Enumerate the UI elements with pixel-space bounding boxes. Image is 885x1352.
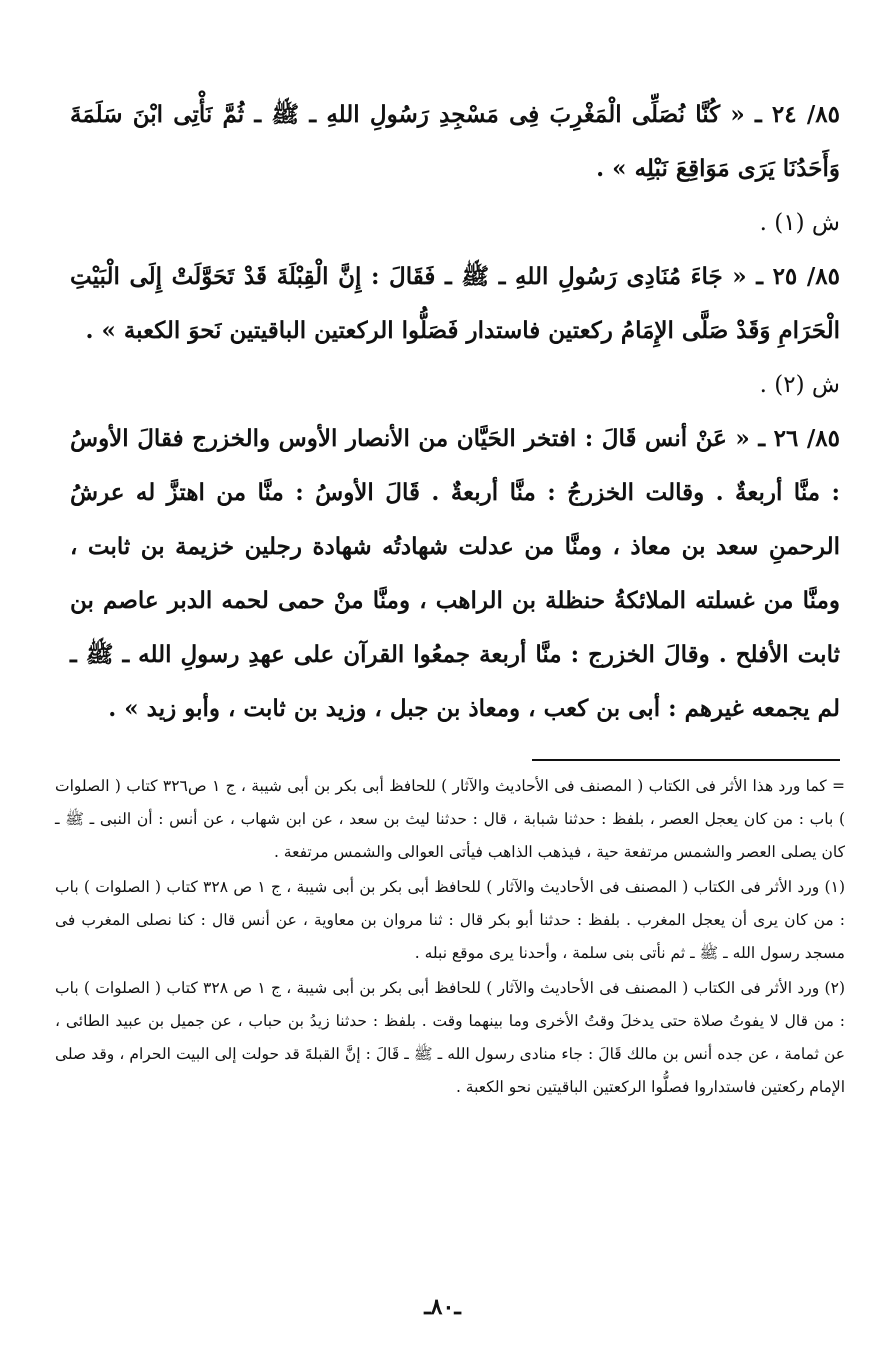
hadith-24: ٨٥/ ٢٤ ـ « كُنَّا نُصَلِّى الْمَغْرِبَ فِى مَسْجِدِ رَسُولِ اللهِ ـ ﷺ ـ ثُمَّ نَأْتِى ابْنَ سَلَمَةَ وَأَحَدُنَا يَرَى مَوَاقِعَ نَبْلِه » . [70,101,840,182]
hadith-24-source: ش (١) . [759,210,840,236]
page-number: ـ٨٠ـ [424,1294,461,1320]
footnote-2: (٢) ورد الأثر فى الكتاب ( المصنف فى الأحاديث والآثار ) للحافظ أبى بكر بن أبى شيبة ، ج ١ ص ٣٢٨ كتاب ( الصلوات ) باب : من قال لا يفوتُ صلاة حتى يدخلَ وقتُ الأخرى وما بينهما وقت . بلفظ : حدثنا زيدُ بن حباب ، عن جميل بن عبيد الطائى ، عن ثمامة ، عن جده أنس بن مالك قَالَ : جاء منادى رسول الله ـ ﷺ ـ قَالَ : إنَّ القبلةَ قد حولت إلى البيت الحرام ، وقد صلى الإمام ركعتين فاستداروا فصلُّوا الركعتين الباقيتين نحو الكعبة . [55,979,845,1096]
footnote-1: (١) ورد الأثر فى الكتاب ( المصنف فى الأحاديث والآثار ) للحافظ أبى بكر بن أبى شيبة ، ج ١ ص ٣٢٨ كتاب ( الصلوات ) باب : من كان يرى أن يعجل المغرب . بلفظ : حدثنا أبو بكر قال : ثنا مروان بن معاوية ، عن أنس قال : كنا نصلى المغرب فى مسجد رسول الله ـ ﷺ ـ ثم نأتى بنى سلمة ، وأحدنا يرى موقع نبله . [55,878,845,962]
footnotes [55,770,845,1106]
hadith-26: ٨٥/ ٢٦ ـ « عَنْ أنس قَالَ : افتخر الحَيَّان من الأنصار الأوس والخزرج فقالَ الأوسُ : منَّا أربعةٌ . وقالت الخزرجُ : منَّا أربعةٌ . قَالَ الأوسُ : منَّا من اهتزَّ له عرشُ الرحمنِ سعد بن معاذ ، ومنَّا من عدلت شهادتُه شهادة رجلين خزيمة بن ثابت ، ومنَّا من غسلته الملائكةُ حنظلة بن الراهب ، ومنَّا منْ حمى لحمه الدبر عاصم بن ثابت الأفلح . وقالَ الخزرج : منَّا أربعة جمعُوا القرآن على عهدِ رسولِ الله ـ ﷺ ـ لم يجمعه غيرهم : أبى بن كعب ، ومعاذ بن جبل ، وزيد بن ثابت ، وأبو زيد » . [70,425,840,722]
hadith-25: ٨٥/ ٢٥ ـ « جَاءَ مُنَادِى رَسُولِ اللهِ ـ ﷺ ـ فَقَالَ : إِنَّ الْقِبْلَةَ قَدْ تَحَوَّلَتْ إِلَى الْبَيْتِ الْحَرَامِ وَقَدْ صَلَّى الإِمَامُ ركعتين فاستدار فَصَلُّوا الركعتين الباقيتين نَحوَ الكعبة » . [70,263,840,344]
footnote-continued: = كما ورد هذا الأثر فى الكتاب ( المصنف فى الأحاديث والآثار ) للحافظ أبى بكر بن أبى شيبة ، ج ١ ص٣٢٦ كتاب ( الصلوات ) باب : من كان يعجل العصر ، بلفظ : حدثنا شبابة ، قال : حدثنا ليث بن سعد ، عن ابن شهاب ، عن أنس : أن النبى ـ ﷺ ـ كان يصلى العصر والشمس مرتفعة حية ، فيذهب الذاهب فيأتى العوالى والشمس مرتفعة . [55,777,845,861]
main-text [70,88,840,736]
hadith-25-source: ش (٢) . [759,372,840,398]
footnote-separator [532,759,840,761]
